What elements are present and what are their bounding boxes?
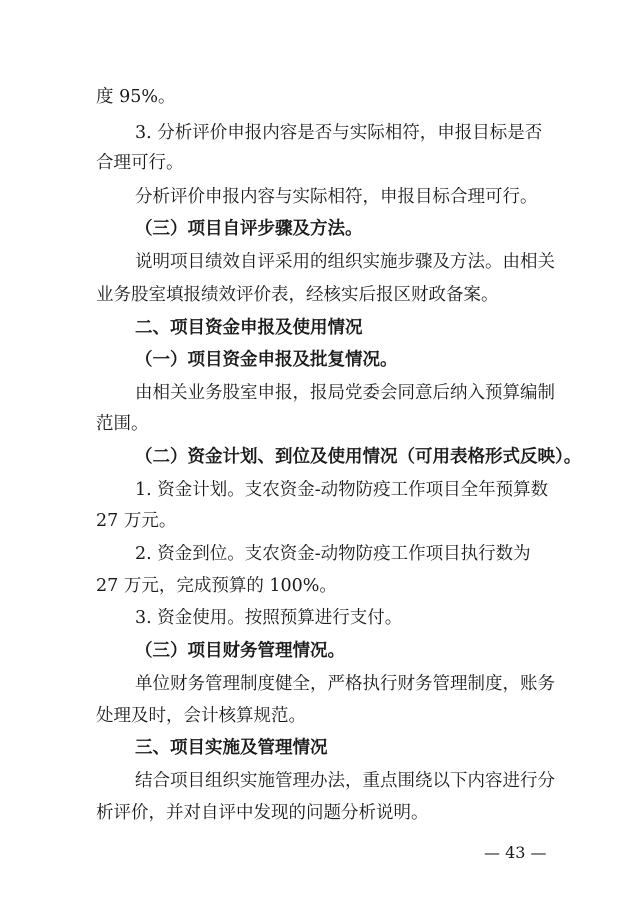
text-line: 单位财务管理制度健全，严格执行财务管理制度，账务 [135,674,555,694]
text-line: 合理可行。 [96,153,184,173]
subsection-heading: （二）资金计划、到位及使用情况（可用表格形式反映）。 [135,447,582,467]
text-line: 3. 资金使用。按照预算进行支付。 [135,608,403,628]
text-line: 结合项目组织实施管理办法，重点围绕以下内容进行分 [135,771,555,791]
page-number: — 43 — [484,843,547,862]
subsection-heading: （一）项目资金申报及批复情况。 [135,350,398,370]
text-line: 分析评价申报内容与实际相符，申报目标合理可行。 [135,187,538,207]
text-line: 27 万元。 [96,511,177,531]
text-line: 1. 资金计划。支农资金-动物防疫工作项目全年预算数 [135,480,549,500]
subsection-heading: （三）项目自评步骤及方法。 [135,219,363,239]
section-heading: 三、项目实施及管理情况 [135,738,328,758]
text-line: 范围。 [96,414,149,434]
section-heading: 二、项目资金申报及使用情况 [135,318,363,338]
text-line: 2. 资金到位。支农资金-动物防疫工作项目执行数为 [135,544,531,564]
text-line: 由相关业务股室申报，报局党委会同意后纳入预算编制 [135,383,555,403]
text-line: 析评价，并对自评中发现的问题分析说明。 [96,803,429,823]
text-line: 处理及时，会计核算规范。 [96,706,306,726]
text-line: 3. 分析评价申报内容是否与实际相符，申报目标是否 [135,123,543,143]
subsection-heading: （三）项目财务管理情况。 [135,641,345,661]
text-line: 度 95%。 [96,87,176,107]
text-line: 业务股室填报绩效评价表，经核实后报区财政备案。 [96,285,499,305]
text-line: 27 万元，完成预算的 100%。 [96,576,337,596]
text-line: 说明项目绩效自评采用的组织实施步骤及方法。由相关 [135,252,555,272]
